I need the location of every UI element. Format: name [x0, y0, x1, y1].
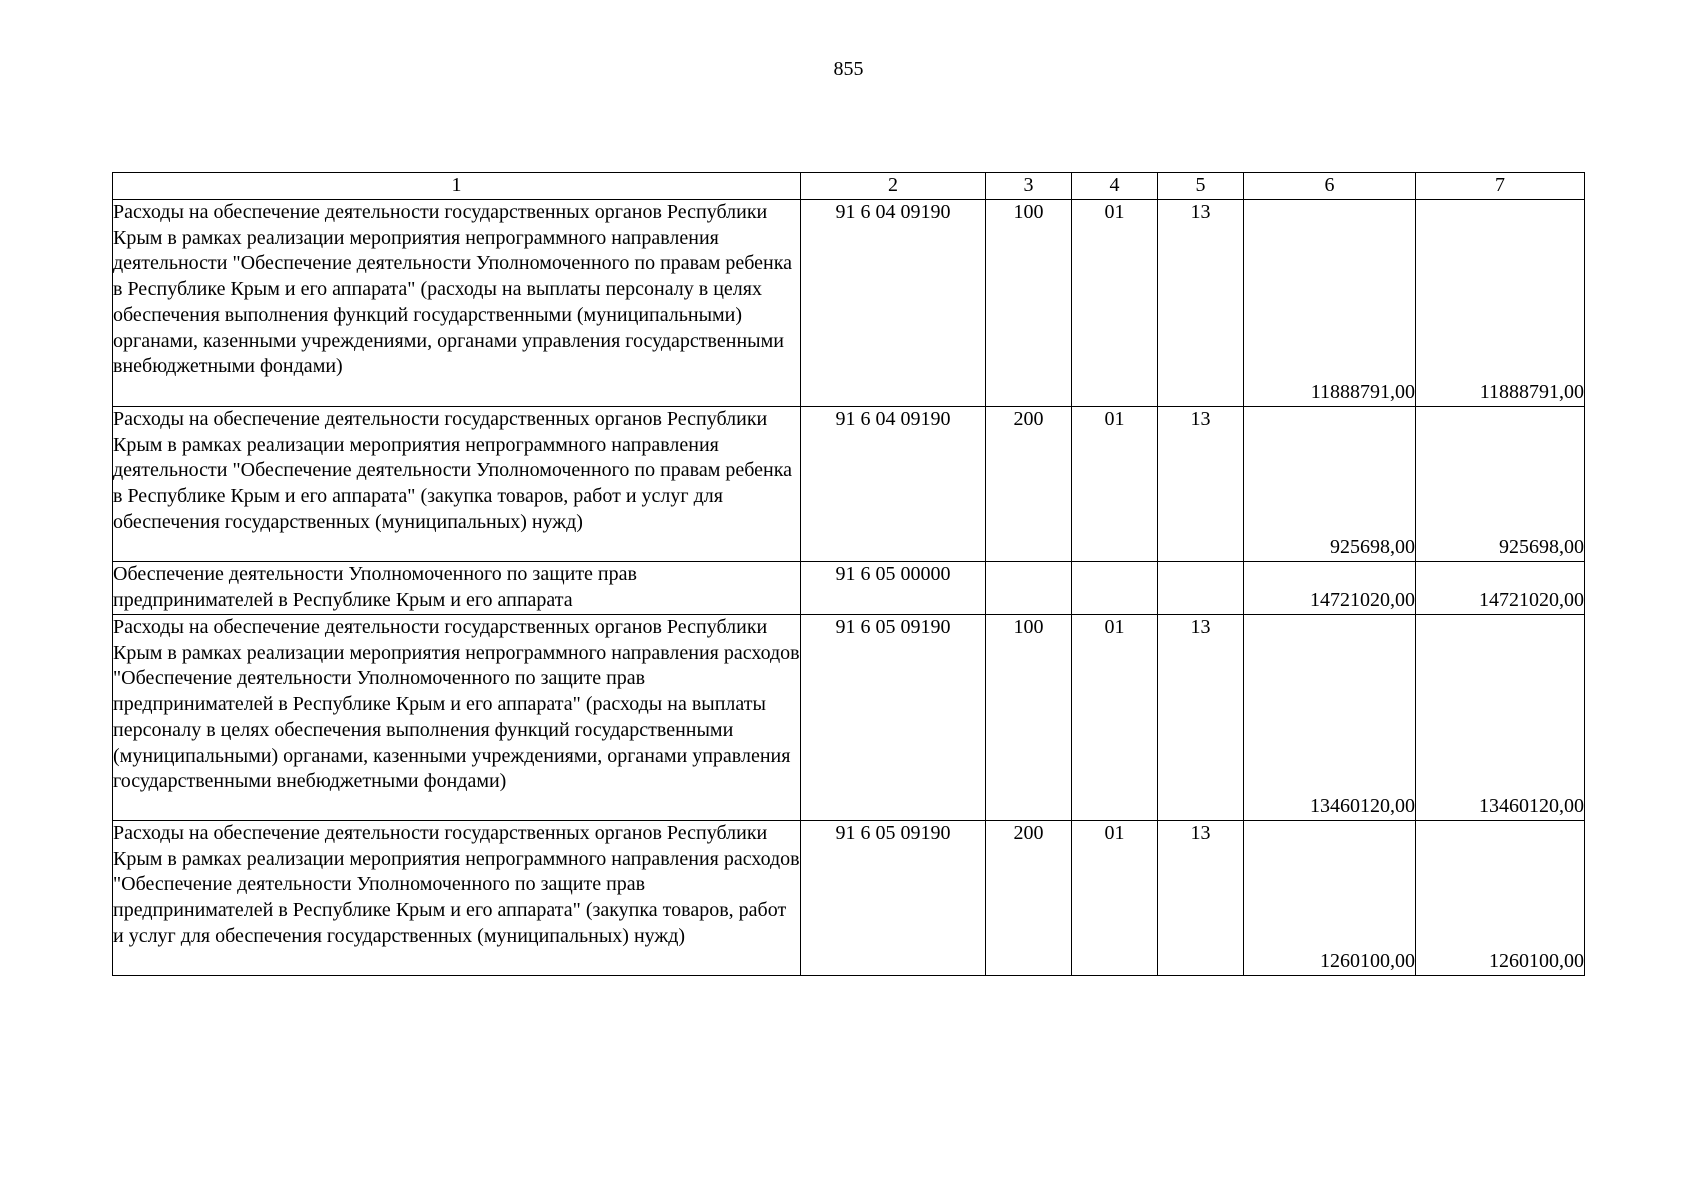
column-number-2: 2 — [801, 173, 986, 200]
expense-name: Расходы на обеспечение деятельности государственных органов Республики Крым в рамках реализации мероприятия непрограммного направления деятельности "Обеспечение деятельности Уполномоченного по правам ребенка в Республике Крым и его аппарата" (расходы на выплаты персоналу в целях обеспечения выполнения функций государственными (муниципальными) органами, казенными учреждениями, органами управления государственными внебюджетными фондами) — [113, 200, 801, 407]
column-number-4: 4 — [1072, 173, 1158, 200]
table-row — [113, 562, 1585, 615]
target-article-code: 91 6 05 00000 — [801, 562, 986, 615]
column-number-3: 3 — [986, 173, 1072, 200]
column-number-6: 6 — [1244, 173, 1416, 200]
section-code: 01 — [1072, 407, 1158, 562]
expense-type-code: 100 — [986, 200, 1072, 407]
expense-name: Расходы на обеспечение деятельности государственных органов Республики Крым в рамках реализации мероприятия непрограммного направления деятельности "Обеспечение деятельности Уполномоченного по правам ребенка в Республике Крым и его аппарата" (закупка товаров, работ и услуг для обеспечения государственных (муниципальных) нужд) — [113, 407, 801, 562]
target-article-code: 91 6 05 09190 — [801, 821, 986, 976]
amount-col-7: 925698,00 — [1416, 407, 1585, 562]
subsection-code: 13 — [1158, 200, 1244, 407]
subsection-code: 13 — [1158, 821, 1244, 976]
expense-type-code: 200 — [986, 821, 1072, 976]
budget-table — [112, 172, 1585, 976]
expense-name: Расходы на обеспечение деятельности государственных органов Республики Крым в рамках реализации мероприятия непрограммного направления расходов "Обеспечение деятельности Уполномоченного по защите прав предпринимателей в Республике Крым и его аппарата" (расходы на выплаты персоналу в целях обеспечения выполнения функций государственными (муниципальными) органами, казенными учреждениями, органами управления государственными внебюджетными фондами) — [113, 615, 801, 821]
table-row — [113, 200, 1585, 407]
column-number-5: 5 — [1158, 173, 1244, 200]
amount-col-7: 1260100,00 — [1416, 821, 1585, 976]
column-number-7: 7 — [1416, 173, 1585, 200]
table-row — [113, 407, 1585, 562]
amount-col-6: 13460120,00 — [1244, 615, 1416, 821]
expense-name: Обеспечение деятельности Уполномоченного по защите прав предпринимателей в Республике Крым и его аппарата — [113, 562, 801, 615]
amount-col-6: 1260100,00 — [1244, 821, 1416, 976]
amount-col-6: 11888791,00 — [1244, 200, 1416, 407]
target-article-code: 91 6 04 09190 — [801, 407, 986, 562]
column-number-row — [113, 173, 1585, 200]
amount-col-7: 14721020,00 — [1416, 562, 1585, 615]
table-row — [113, 615, 1585, 821]
subsection-code: 13 — [1158, 615, 1244, 821]
subsection-code — [1158, 562, 1244, 615]
target-article-code: 91 6 04 09190 — [801, 200, 986, 407]
expense-type-code: 200 — [986, 407, 1072, 562]
section-code — [1072, 562, 1158, 615]
subsection-code: 13 — [1158, 407, 1244, 562]
expense-type-code — [986, 562, 1072, 615]
section-code: 01 — [1072, 821, 1158, 976]
amount-col-7: 13460120,00 — [1416, 615, 1585, 821]
amount-col-6: 14721020,00 — [1244, 562, 1416, 615]
table-row — [113, 821, 1585, 976]
target-article-code: 91 6 05 09190 — [801, 615, 986, 821]
amount-col-7: 11888791,00 — [1416, 200, 1585, 407]
expense-name: Расходы на обеспечение деятельности государственных органов Республики Крым в рамках реализации мероприятия непрограммного направления расходов "Обеспечение деятельности Уполномоченного по защите прав предпринимателей в Республике Крым и его аппарата" (закупка товаров, работ и услуг для обеспечения государственных (муниципальных) нужд) — [113, 821, 801, 976]
amount-col-6: 925698,00 — [1244, 407, 1416, 562]
expense-type-code: 100 — [986, 615, 1072, 821]
section-code: 01 — [1072, 200, 1158, 407]
column-number-1: 1 — [113, 173, 801, 200]
section-code: 01 — [1072, 615, 1158, 821]
page-number: 855 — [833, 58, 864, 80]
